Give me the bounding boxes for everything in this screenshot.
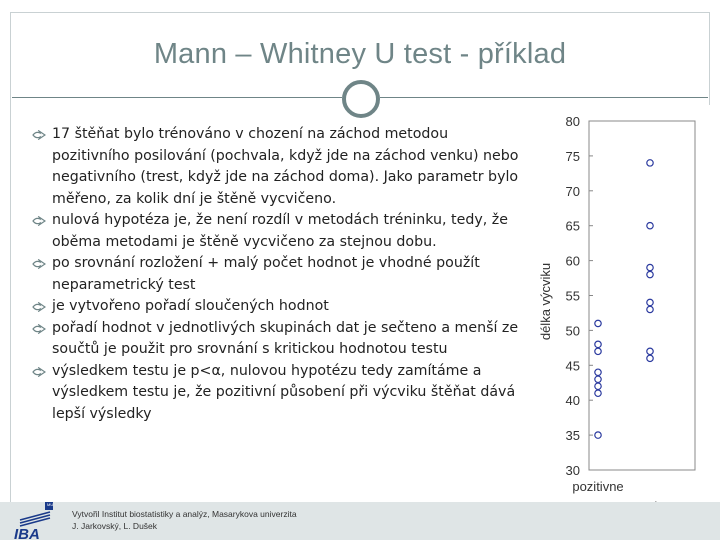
bullet-arrow-icon [32, 302, 46, 312]
y-tick-label: 30 [565, 463, 580, 478]
y-tick-label: 65 [565, 218, 580, 234]
y-tick-label: 60 [565, 253, 580, 269]
data-point [595, 320, 601, 326]
data-point [595, 369, 601, 375]
slide-title: Mann – Whitney U test - příklad [153, 38, 567, 70]
y-tick-label: 45 [565, 358, 580, 374]
bullet-item [32, 296, 524, 318]
data-point [595, 348, 601, 354]
bullet-text: po srovnání rozložení + malý počet hodnot je vhodné použít neparametrický test [52, 255, 480, 293]
title-rule-right [380, 97, 708, 98]
bullet-text: 17 štěňat bylo trénováno v chození na záchod metodou pozitivního posilování (pochvala, když jde na záchod venku) nebo negativního (trest, když jde na záchod doma). Jako parametr bylo měřeno, za kolik dní je štěně vycvičeno. [52, 126, 519, 207]
y-tick-label: 35 [565, 428, 580, 444]
data-point [647, 264, 653, 270]
bullet-text: je vytvořeno pořadí sloučených hodnot [52, 298, 329, 314]
bullet-item [32, 361, 524, 426]
footer-line-1: Vytvořil Institut biostatistiky a analýz, Masarykova univerzita [72, 509, 297, 519]
logo-text: IBA [14, 526, 40, 540]
title-circle-ornament [342, 80, 380, 118]
data-point [647, 348, 653, 354]
y-tick-label: 55 [565, 288, 580, 304]
data-point [595, 390, 601, 396]
data-point [647, 299, 653, 305]
title-rule-left [12, 97, 342, 98]
logo-small-text: MU [47, 502, 54, 507]
data-point [647, 223, 653, 229]
bullet-list [32, 124, 524, 425]
data-point [595, 432, 601, 438]
bullet-text: nulová hypotéza je, že není rozdíl v metodách tréninku, tedy, že oběma metodami je štěně vycvičeno za stejnou dobu. [52, 212, 508, 250]
bullet-item [32, 210, 524, 253]
y-axis-label: délka výcviku [538, 262, 553, 341]
x-category-label: pozitivne [572, 479, 624, 494]
plot-frame [589, 121, 695, 470]
footer-line-2: J. Jarkovský, L. Dušek [72, 520, 158, 531]
iba-logo-icon [12, 500, 58, 540]
data-point [647, 271, 653, 277]
y-tick-label: 40 [565, 393, 580, 409]
bullet-arrow-icon [32, 216, 46, 226]
data-point [595, 341, 601, 347]
bullet-arrow-icon [32, 324, 46, 334]
data-point [595, 376, 601, 382]
data-point [647, 160, 653, 166]
bullet-item [32, 253, 524, 296]
y-tick-label: 70 [565, 183, 580, 199]
bullet-text: pořadí hodnot v jednotlivých skupinách dat je sečteno a menší ze součtů je použit pro srovnání s kritickou hodnotou testu [52, 319, 519, 357]
data-point [595, 383, 601, 389]
y-tick-label: 75 [565, 148, 580, 164]
data-point [647, 355, 653, 361]
bullet-text: výsledkem testu je p<α, nulovou hypotézu tedy zamítáme a výsledkem testu je, že pozitivní působení při výcviku štěňat dává lepší výsledky [52, 362, 516, 422]
bullet-item [32, 318, 524, 361]
bullet-arrow-icon [32, 367, 46, 377]
footer-credits [72, 509, 297, 532]
bullet-item [32, 124, 524, 210]
bullet-arrow-icon [32, 259, 46, 269]
y-tick-label: 50 [565, 323, 580, 339]
y-tick-label: 80 [565, 114, 580, 129]
scatter-chart-panel [530, 105, 712, 519]
scatter-chart [530, 105, 712, 519]
data-point [647, 306, 653, 312]
bullet-arrow-icon [32, 130, 46, 140]
